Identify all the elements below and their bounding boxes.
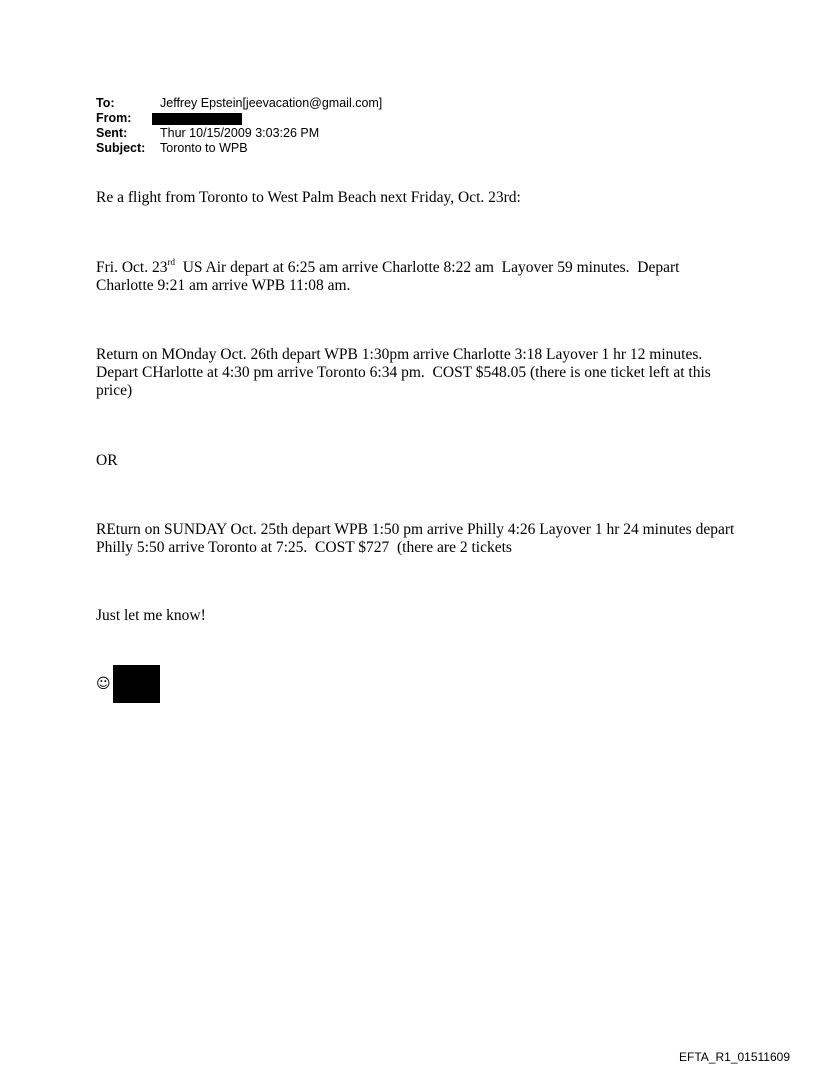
from-redaction — [152, 113, 242, 125]
sent-value: Thur 10/15/2009 3:03:26 PM — [160, 126, 320, 140]
return-option-2-paragraph: REturn on SUNDAY Oct. 25th depart WPB 1:50 pm arrive Philly 4:26 Layover 1 hr 24 minutes depart Philly 5:50 arrive Toronto at 7:25. COST $727 (there are 2 tickets — [96, 521, 739, 556]
from-row — [96, 111, 382, 126]
subject-label: Subject: — [96, 141, 146, 155]
outbound-date: Fri. Oct. 23 — [96, 259, 168, 276]
from-label: From: — [96, 111, 132, 125]
sent-row — [96, 126, 382, 141]
closing-line: Just let me know! — [96, 607, 206, 624]
intro-paragraph: Re a flight from Toronto to West Palm Beach next Friday, Oct. 23rd: — [96, 189, 521, 206]
sent-label: Sent: — [96, 126, 128, 140]
outbound-paragraph — [96, 256, 736, 295]
subject-value: Toronto to WPB — [160, 141, 248, 155]
return-option-1-paragraph: Return on MOnday Oct. 26th depart WPB 1:30pm arrive Charlotte 3:18 Layover 1 hr 12 minutes. Depart CHarlotte at 4:30 pm arrive Toronto 6:34 pm. COST $548.05 (there is one ticket left at this price) — [96, 346, 715, 399]
to-value: Jeffrey Epstein[jeevacation@gmail.com] — [160, 96, 383, 110]
email-header — [96, 96, 382, 156]
ordinal-suffix: rd — [167, 256, 175, 267]
signature-redaction — [113, 665, 160, 703]
document-id: EFTA_R1_01511609 — [679, 1050, 790, 1064]
or-separator: OR — [96, 452, 118, 469]
subject-row — [96, 141, 382, 156]
to-label: To: — [96, 96, 115, 110]
outbound-details: US Air depart at 6:25 am arrive Charlotte 8:22 am Layover 59 minutes. Depart Charlotte 9:21 am arrive WPB 11:08 am. — [96, 259, 684, 294]
signature — [96, 665, 160, 703]
smiley-icon: ☺ — [96, 676, 111, 692]
to-row — [96, 96, 382, 111]
